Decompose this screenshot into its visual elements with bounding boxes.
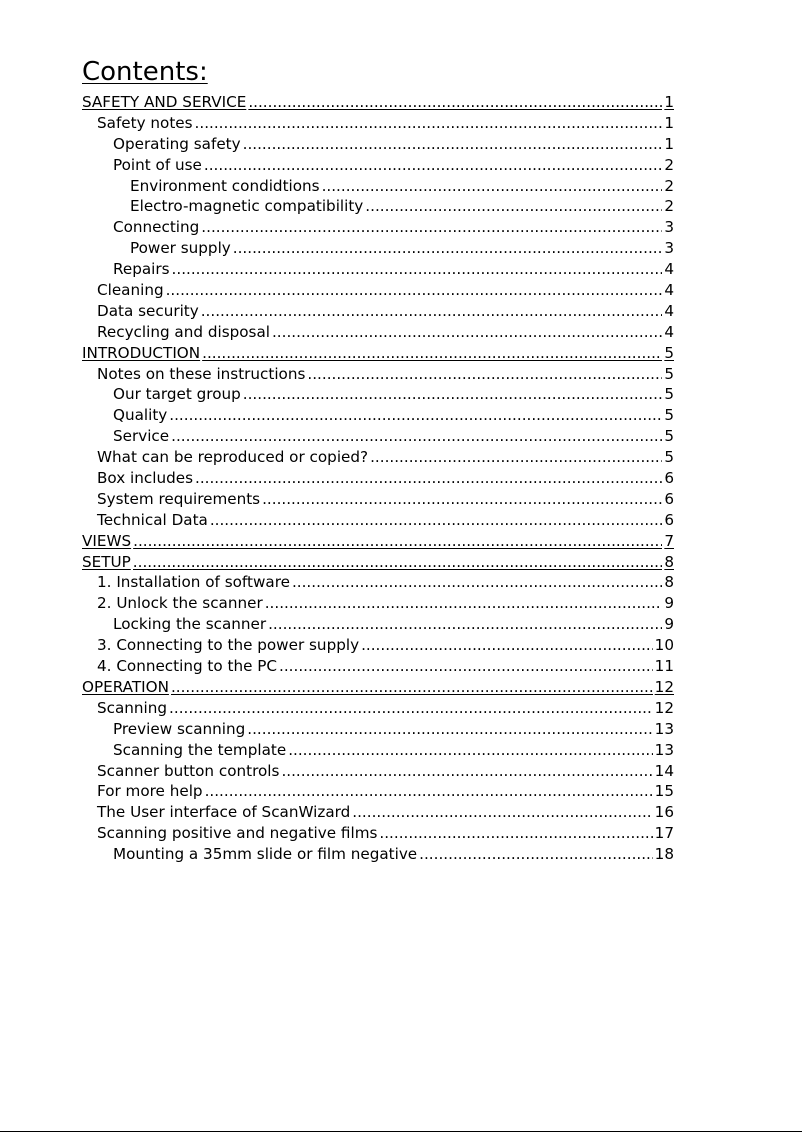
toc-entry-label: Mounting a 35mm slide or film negative [113, 845, 418, 864]
toc-entry-label: Quality [113, 406, 168, 425]
dot-leader [419, 844, 653, 865]
toc-entry[interactable] [82, 740, 674, 761]
toc-entry-label: The User interface of ScanWizard [97, 803, 351, 822]
toc-entry-page-number: 12 [654, 677, 674, 696]
toc-entry-label: Environment condidtions [130, 176, 320, 195]
dot-leader [133, 552, 663, 573]
toc-entry-label: 4. Connecting to the PC [97, 657, 278, 676]
toc-entry[interactable] [82, 259, 674, 280]
toc-entry-page-number: 17 [654, 824, 674, 843]
toc-entry-page-number: 4 [664, 322, 674, 341]
toc-entry[interactable] [82, 489, 674, 510]
dot-leader [370, 447, 662, 468]
dot-leader [243, 134, 663, 155]
dot-leader [292, 572, 662, 593]
toc-entry[interactable] [82, 614, 674, 635]
toc-entry-label: System requirements [97, 489, 261, 508]
toc-entry[interactable] [82, 384, 674, 405]
dot-leader [205, 781, 653, 802]
toc-entry-label: VIEWS [82, 531, 132, 550]
dot-leader [201, 301, 663, 322]
toc-entry-page-number: 3 [664, 239, 674, 258]
toc-entry-page-number: 6 [664, 510, 674, 529]
toc-entry-page-number: 1 [664, 134, 674, 153]
toc-entry[interactable] [82, 134, 674, 155]
toc-entry-page-number: 10 [654, 636, 674, 655]
toc-entry-label: Operating safety [113, 134, 241, 153]
toc-entry-page-number: 8 [664, 573, 674, 592]
toc-entry-label: Our target group [113, 385, 241, 404]
toc-chapter-entry[interactable] [82, 677, 674, 698]
toc-entry[interactable] [82, 301, 674, 322]
toc-entry[interactable] [82, 593, 674, 614]
page-bottom-divider [0, 1131, 802, 1132]
dot-leader [171, 677, 653, 698]
toc-entry-label: For more help [97, 782, 203, 801]
dot-leader [171, 426, 662, 447]
toc-chapter-entry[interactable] [82, 92, 674, 113]
toc-entry-page-number: 5 [664, 406, 674, 425]
toc-entry-label: Connecting [113, 218, 200, 237]
dot-leader [248, 92, 662, 113]
toc-entry[interactable] [82, 781, 674, 802]
toc-entry[interactable] [82, 426, 674, 447]
toc-entry-page-number: 14 [654, 761, 674, 780]
table-of-contents [82, 92, 674, 865]
toc-entry[interactable] [82, 719, 674, 740]
toc-entry-label: Safety notes [97, 113, 193, 132]
toc-entry-label: Electro-magnetic compatibility [130, 197, 364, 216]
dot-leader [361, 635, 653, 656]
dot-leader [379, 823, 652, 844]
toc-entry-label: Data security [97, 301, 199, 320]
dot-leader [169, 405, 662, 426]
contents-heading: Contents: [82, 57, 208, 87]
toc-chapter-entry[interactable] [82, 343, 674, 364]
toc-entry-label: 2. Unlock the scanner [97, 594, 263, 613]
toc-entry-label: Cleaning [97, 281, 164, 300]
dot-leader [352, 802, 652, 823]
toc-entry-label: Box includes [97, 469, 193, 488]
toc-entry-label: INTRODUCTION [82, 343, 201, 362]
toc-entry[interactable] [82, 280, 674, 301]
dot-leader [169, 698, 653, 719]
toc-entry-label: Scanning positive and negative films [97, 824, 378, 843]
toc-entry-label: SETUP [82, 552, 131, 571]
toc-entry-page-number: 8 [664, 552, 674, 571]
toc-entry-page-number: 1 [664, 113, 674, 132]
toc-entry[interactable] [82, 802, 674, 823]
toc-entry-page-number: 6 [664, 489, 674, 508]
toc-entry-page-number: 2 [664, 176, 674, 195]
toc-entry-page-number: 2 [664, 155, 674, 174]
toc-chapter-entry[interactable] [82, 531, 674, 552]
dot-leader [262, 489, 662, 510]
toc-entry-page-number: 5 [664, 385, 674, 404]
toc-entry[interactable] [82, 761, 674, 782]
toc-entry[interactable] [82, 698, 674, 719]
dot-leader [265, 593, 663, 614]
toc-entry-page-number: 5 [664, 448, 674, 467]
toc-chapter-entry[interactable] [82, 552, 674, 573]
toc-entry-page-number: 9 [664, 615, 674, 634]
dot-leader [272, 322, 662, 343]
toc-entry-page-number: 5 [664, 364, 674, 383]
dot-leader [288, 740, 652, 761]
toc-entry[interactable] [82, 447, 674, 468]
toc-entry-label: Repairs [113, 260, 170, 279]
toc-entry-label: Locking the scanner [113, 615, 267, 634]
toc-entry-label: Power supply [130, 239, 231, 258]
toc-entry-label: Scanner button controls [97, 761, 280, 780]
toc-entry-page-number: 15 [654, 782, 674, 801]
toc-entry-label: Notes on these instructions [97, 364, 306, 383]
dot-leader [195, 468, 662, 489]
dot-leader [201, 217, 662, 238]
toc-entry[interactable] [82, 196, 674, 217]
toc-entry[interactable] [82, 572, 674, 593]
toc-entry-page-number: 13 [654, 719, 674, 738]
toc-entry-page-number: 5 [664, 343, 674, 362]
dot-leader [243, 384, 663, 405]
dot-leader [247, 719, 652, 740]
toc-entry-label: What can be reproduced or copied? [97, 448, 369, 467]
toc-entry[interactable] [82, 823, 674, 844]
toc-entry-label: Point of use [113, 155, 202, 174]
toc-entry-page-number: 13 [654, 740, 674, 759]
dot-leader [204, 155, 662, 176]
toc-entry-label: Service [113, 427, 170, 446]
toc-entry-label: 1. Installation of software [97, 573, 290, 592]
dot-leader [210, 510, 663, 531]
toc-entry[interactable] [82, 656, 674, 677]
dot-leader [166, 280, 663, 301]
dot-leader [279, 656, 653, 677]
toc-entry[interactable] [82, 176, 674, 197]
toc-entry[interactable] [82, 322, 674, 343]
dot-leader [268, 614, 662, 635]
toc-entry-page-number: 1 [664, 93, 674, 111]
toc-entry[interactable] [82, 844, 674, 865]
toc-entry-page-number: 18 [654, 845, 674, 864]
toc-entry-label: Preview scanning [113, 719, 246, 738]
dot-leader [281, 761, 652, 782]
toc-entry-page-number: 4 [664, 281, 674, 300]
toc-entry-page-number: 11 [654, 657, 674, 676]
toc-entry[interactable] [82, 113, 674, 134]
toc-entry-label: SAFETY AND SERVICE [82, 93, 247, 111]
dot-leader [233, 238, 663, 259]
toc-entry-page-number: 12 [654, 698, 674, 717]
toc-entry-label: 3. Connecting to the power supply [97, 636, 360, 655]
toc-entry[interactable] [82, 364, 674, 385]
toc-entry[interactable] [82, 217, 674, 238]
toc-entry-page-number: 4 [664, 301, 674, 320]
toc-entry[interactable] [82, 635, 674, 656]
dot-leader [172, 259, 663, 280]
dot-leader [365, 196, 662, 217]
toc-entry-page-number: 2 [664, 197, 674, 216]
toc-entry[interactable] [82, 510, 674, 531]
dot-leader [133, 531, 662, 552]
toc-entry-page-number: 6 [664, 469, 674, 488]
toc-entry[interactable] [82, 405, 674, 426]
toc-entry-page-number: 3 [664, 218, 674, 237]
toc-entry-page-number: 9 [664, 594, 674, 613]
toc-entry-label: OPERATION [82, 677, 169, 696]
toc-entry-page-number: 4 [664, 260, 674, 279]
toc-entry[interactable] [82, 238, 674, 259]
toc-entry-page-number: 7 [664, 531, 674, 550]
toc-entry-label: Technical Data [97, 510, 208, 529]
dot-leader [307, 364, 662, 385]
dot-leader [322, 176, 663, 197]
toc-entry-label: Recycling and disposal [97, 322, 270, 341]
toc-entry-label: Scanning [97, 698, 168, 717]
dot-leader [202, 343, 662, 364]
toc-entry-label: Scanning the template [113, 740, 287, 759]
toc-entry-page-number: 16 [654, 803, 674, 822]
toc-entry-page-number: 5 [664, 427, 674, 446]
toc-entry[interactable] [82, 468, 674, 489]
dot-leader [195, 113, 663, 134]
toc-entry[interactable] [82, 155, 674, 176]
